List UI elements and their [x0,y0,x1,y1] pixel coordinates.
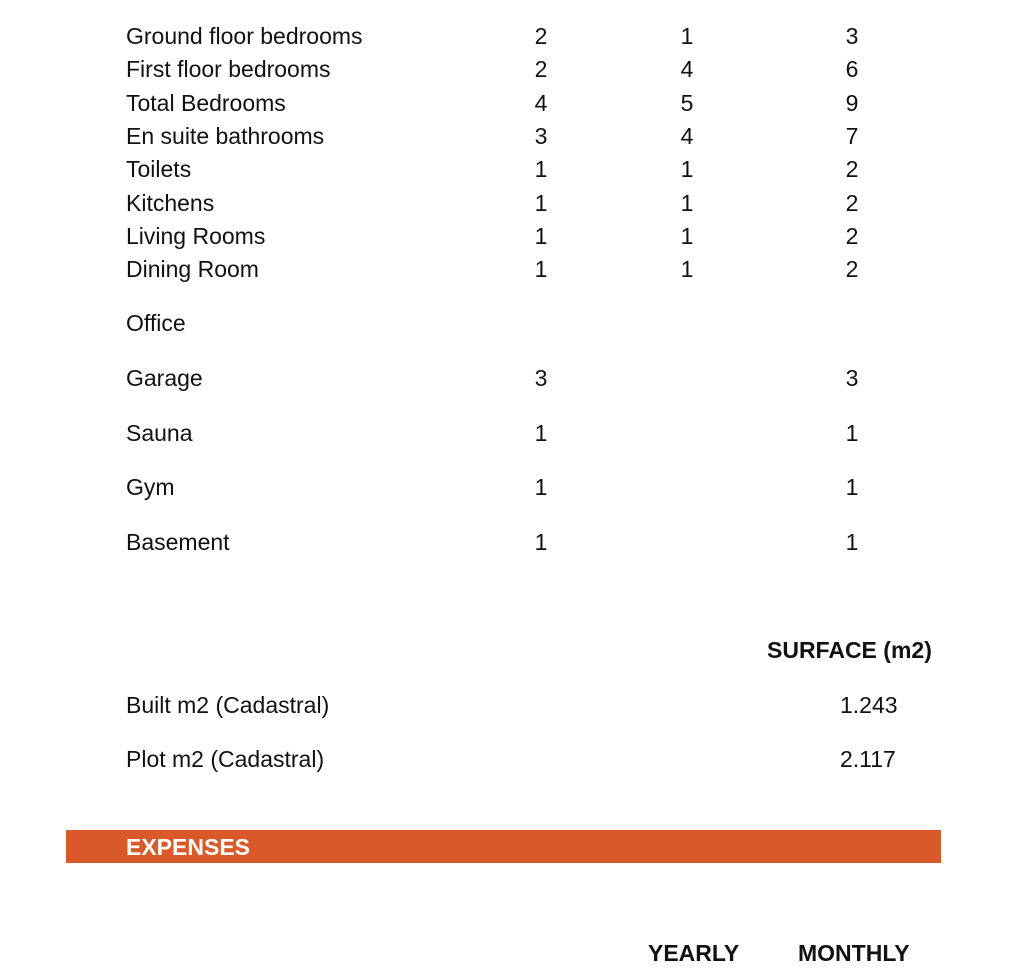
room-label: Basement [126,529,230,555]
room-label: Garage [126,365,203,391]
room-count-col1: 2 [534,56,548,82]
surface-value: 1.243 [840,692,898,718]
room-count-total: 6 [845,56,859,82]
room-label: Dining Room [126,256,259,282]
room-count-total: 7 [845,123,859,149]
room-count-col2: 1 [680,223,694,249]
room-count-col1: 1 [534,156,548,182]
surface-row-plot [0,744,1024,774]
surface-header: SURFACE (m2) [767,637,932,663]
room-row-garage [0,363,1024,393]
room-row-ground-floor-bedrooms [0,21,1024,51]
room-count-col2: 1 [680,256,694,282]
room-count-col1: 3 [534,123,548,149]
room-count-total: 2 [845,256,859,282]
room-count-col2: 4 [680,123,694,149]
surface-value: 2.117 [840,746,896,772]
room-count-col1: 1 [534,256,548,282]
room-count-total: 1 [845,420,859,446]
room-count-total: 2 [845,190,859,216]
room-label: Living Rooms [126,223,266,249]
expenses-header-bar [66,830,941,863]
room-count-col1: 1 [534,223,548,249]
room-label: Gym [126,474,175,500]
room-row-kitchens [0,188,1024,218]
room-row-en-suite-bathrooms [0,121,1024,151]
expenses-monthly-header: MONTHLY [798,940,910,966]
room-count-total: 1 [845,474,859,500]
room-count-col1: 1 [534,420,548,446]
room-row-office [0,308,1024,338]
expenses-title: EXPENSES [126,834,250,860]
expenses-yearly-header: YEARLY [648,940,740,966]
room-count-col1: 1 [534,529,548,555]
room-count-col1: 3 [534,365,548,391]
room-label: Ground floor bedrooms [126,23,363,49]
room-count-col1: 1 [534,190,548,216]
room-row-basement [0,527,1024,557]
room-count-col1: 2 [534,23,548,49]
room-count-col2: 5 [680,90,694,116]
room-count-total: 3 [845,365,859,391]
room-count-total: 9 [845,90,859,116]
room-count-col1: 4 [534,90,548,116]
room-count-total: 3 [845,23,859,49]
room-row-living-rooms [0,221,1024,251]
room-row-total-bedrooms [0,88,1024,118]
surface-label: Built m2 (Cadastral) [126,692,330,718]
room-count-col2: 4 [680,56,694,82]
room-count-total: 1 [845,529,859,555]
room-row-first-floor-bedrooms [0,54,1024,84]
room-count-col1: 1 [534,474,548,500]
room-label: Sauna [126,420,193,446]
room-row-dining-room [0,254,1024,284]
room-count-total: 2 [845,223,859,249]
room-label: First floor bedrooms [126,56,331,82]
room-row-sauna [0,418,1024,448]
room-label: En suite bathrooms [126,123,325,149]
room-count-col2: 1 [680,156,694,182]
room-label: Office [126,310,186,336]
room-label: Kitchens [126,190,215,216]
room-label: Total Bedrooms [126,90,286,116]
room-count-total: 2 [845,156,859,182]
room-row-gym [0,472,1024,502]
room-count-col2: 1 [680,23,694,49]
room-count-col2: 1 [680,190,694,216]
room-label: Toilets [126,156,192,182]
surface-row-built [0,690,1024,720]
surface-label: Plot m2 (Cadastral) [126,746,325,772]
room-row-toilets [0,154,1024,184]
